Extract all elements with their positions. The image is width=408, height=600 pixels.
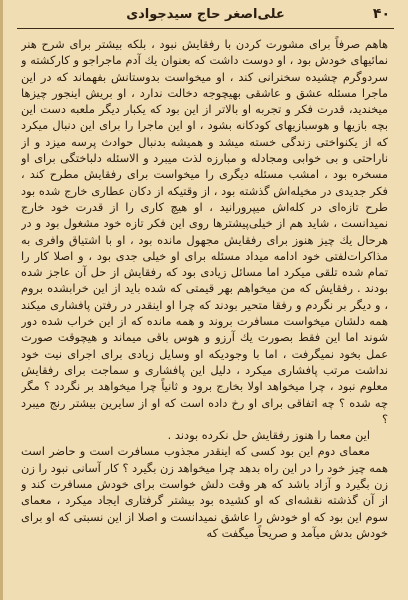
page-body xyxy=(21,36,388,592)
running-title: علی‌اصغر حاج سیدجوادی xyxy=(126,7,285,22)
page-number: ۴۰ xyxy=(372,6,390,22)
page-header xyxy=(17,6,394,29)
paragraph-2: این معما را هنوز رفقایش حل نکرده بودند . xyxy=(167,428,370,443)
paragraph-3: معمای دوم این بود کسی که اینقدر مجذوب مسافرت است و حاضر است همه چیز خود را در این راه بدهد چرا میخواهد زن بگیرد ؟ کار آسانی نبود را زن زن بگیرد و آزاد باشد که هر وقت دلش خواست برای خودش مسافرت کند و از آن گذشته نقشه‌ای که او کشیده بود بیشتر گرفتاری ایجاد میکرد ، معمای سوم این بود که او خودش را عاشق نمیدانست و اصلا از این نسبتی که او برای خودش بدش میآمد و صریحاً میگفت که xyxy=(21,444,388,540)
paragraph-1: هاهم صرفاً برای مشورت کردن با رفقایش نبود ، بلکه بیشتر برای شرح هنر نمائیهای خودش بود ، او دوست داشت که بعنوان یك آدم ماجراجو و کارکشته و سردوگرم چشیده سخنرانی کند ، او میخواست بدوستانش بفهماند که در این ماجرا مسئله عشق و عاشقی بهیچوجه دخالت ندارد ، او بریش اینجور چیزها میخندید، قدرت فکر و تجربه او بالاتر از این بود که یکبار دیگر ملعبه دست این بچه بازیها و هوسبازیهای کودکانه بشود ، او این ماجرا را برای این دنبال میکرد که از یکنواختی زندگی خسته میشد و همیشه بدنبال حوادث پرسه میزد و از ناراحتی و بی خوابی ومجادله و مبارزه لذت میبرد و الاسئله دلباختگی برای او مسخره بود ، امشب مسئله دیگری را میخواست برای رفقایش مطرح کند ، فکر جدیدی در مخیله‌اش گذشته بود ، از وقتیکه از دکان عطاری خارج شده بود طرح تازه‌ای در کله‌اش میپرورانید ، او هیچ کاری را از قدرت خود خارج نمیدانست ، شاید هم از خیلی‌پیشترها روی این فکر تازه خود مشغول بود و در هرحال یك چیز هنوز برای رفقایش مجهول مانده بود ، او با اشتیاق وافری به مذاکرات‌لفتی خود ادامه میداد مسئله برای او خیلی جدی بود ، و اصلا کار را تمام شده تلقی میکرد اما مسائل زیادی بود که رفقایش از حل آن عاجز شده بودند . رفقایش که من میخواهم بهر قیمتی که شده باید از این خرابشده بروم ، و دیگر بر نگردم و رفقا متحیر بودند که چرا او اینقدر در رفتن پافشاری میکند همه دلشان میخواست مسافرت بروند و همه مانده که از این خراب شده دور شوند اما این فقط بصورت یك آرزو و هوس باقی میماند و هیچوقت صورت عمل بخود نمیگرفت ، اما با وجودیکه او وسایل زیادی برای اجرای نیت خود نداشت مرتب پافشاری میکرد ، دلیل این پافشاری و سماجت برای رفقایش معلوم نبود ، چرا میخواهد اولا بخارج برود و ثانیاً چرا میخواهد بر نگردد ؟ مگر چه شده ؟ چه اتفاقی برای او رخ داده است که او از سایرین بیشتر رنج میبرد ؟ xyxy=(21,37,388,426)
